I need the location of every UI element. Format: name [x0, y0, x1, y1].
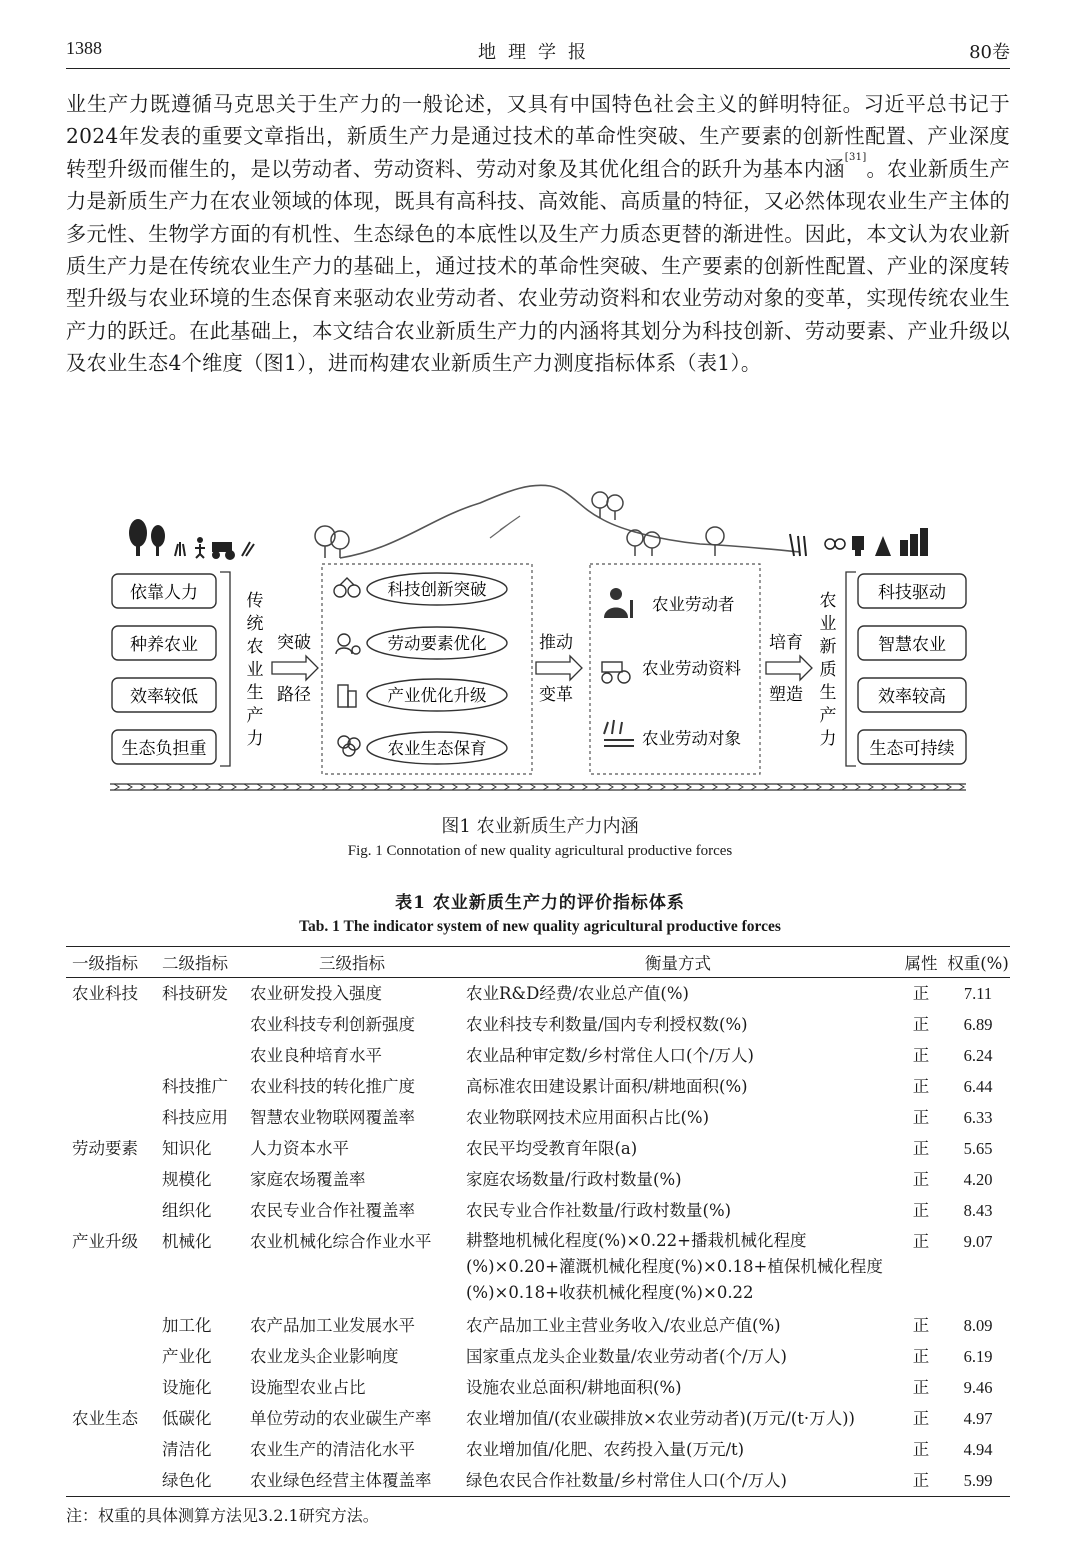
chevron-icon	[868, 784, 873, 790]
table-cell: 正	[912, 1409, 930, 1428]
table-cell: 6.19	[963, 1347, 993, 1366]
center-icons	[334, 578, 360, 756]
table-cell: 6.44	[963, 1077, 993, 1096]
table-cell: 农业生态	[72, 1409, 138, 1428]
bottom-chevrons	[114, 784, 964, 790]
chevron-icon	[933, 784, 938, 790]
table-cell: 绿色化	[162, 1471, 212, 1490]
table-row	[66, 1133, 1010, 1164]
center-item-text: 农业生态保育	[387, 739, 487, 758]
table-row	[66, 1071, 1010, 1102]
table-cell	[156, 1040, 244, 1071]
chevron-icon	[426, 784, 431, 790]
vertical-char: 业	[246, 660, 264, 680]
chevron-icon	[608, 784, 613, 790]
table-cell: 9.07	[963, 1232, 993, 1251]
figure-1	[100, 478, 980, 798]
vertical-char: 生	[819, 683, 837, 703]
table-row	[66, 1009, 1010, 1040]
chevron-icon	[803, 784, 808, 790]
volume-label: 80卷	[969, 42, 1010, 63]
table-cell: 正	[912, 1108, 930, 1127]
table-header-row	[66, 947, 1010, 978]
table-cell: 家庭农场覆盖率	[250, 1170, 366, 1189]
table-cell: 农产品加工业发展水平	[250, 1316, 415, 1335]
table-cell: 清洁化	[162, 1440, 212, 1459]
table-cell: 4.94	[963, 1440, 993, 1459]
chevron-icon	[881, 784, 886, 790]
chevron-icon	[296, 784, 301, 790]
chevron-icon	[699, 784, 704, 790]
modern-farm-icon	[790, 528, 928, 556]
chevron-icon	[335, 784, 340, 790]
table-cell: 加工化	[162, 1316, 212, 1335]
chevron-icon	[400, 784, 405, 790]
chevron-icon	[595, 784, 600, 790]
table-row	[66, 1434, 1010, 1465]
chevron-icon	[322, 784, 327, 790]
page-number: 1388	[66, 38, 102, 58]
chevron-icon	[153, 784, 158, 790]
chevron-icon	[192, 784, 197, 790]
vertical-char: 统	[246, 614, 264, 634]
middle-item-text: 农业劳动资料	[642, 659, 741, 678]
chevron-icon	[465, 784, 470, 790]
chevron-icon	[205, 784, 210, 790]
chevron-icon	[530, 784, 535, 790]
chevron-icon	[660, 784, 665, 790]
right-vertical-label	[820, 591, 837, 749]
table-cell: 科技推广	[162, 1077, 228, 1096]
table-row	[66, 1164, 1010, 1195]
table-cell: 5.99	[963, 1471, 993, 1490]
chevron-icon	[114, 784, 119, 790]
chevron-icon	[478, 784, 483, 790]
right-bracket	[846, 572, 856, 766]
center-item-text: 劳动要素优化	[387, 634, 487, 653]
left-box-text: 种养农业	[130, 635, 198, 655]
table-cell: 智慧农业物联网覆盖率	[250, 1108, 415, 1127]
left-box-text: 生态负担重	[121, 739, 207, 759]
table-cell	[156, 1009, 244, 1040]
body-text-part-2: 。农业新质生产力是新质生产力在农业领域的体现，既具有高科技、高效能、高质量的特征，又必然体现农业生产主体的多元性、生物学方面的有机性、生态绿色的本底性以及生产力质态更替的渐进性。因此，本文认为农业新质生产力是在传统农业生产力的基础上，通过技术的革命性突破、生产要素的创新性配置、产业的深度转型升级与农业环境的生态保育来驱动农业劳动者、农业劳动资料和农业劳动对象的变革，实现传统农业生产力的跃迁。在此基础上，本文结合农业新质生产力的内涵将其划分为科技创新、劳动要素、产业升级以及农业生态4个维度（图1），进而构建农业新质生产力测度指标体系（表1）。	[66, 156, 1010, 376]
table-cell: 4.20	[963, 1170, 993, 1189]
vertical-char: 新	[819, 637, 837, 657]
table-title-en: Tab. 1 The indicator system of new quality agricultural productive forces	[299, 918, 781, 935]
table-cell: 正	[912, 1347, 930, 1366]
chevron-icon	[829, 784, 834, 790]
chevron-icon	[244, 784, 249, 790]
chevron-icon	[946, 784, 951, 790]
chevron-icon	[920, 784, 925, 790]
chevron-icon	[166, 784, 171, 790]
table-cell: 规模化	[162, 1170, 212, 1189]
table-cell	[66, 1310, 156, 1341]
chevron-icon	[959, 784, 964, 790]
chevron-icon	[231, 784, 236, 790]
table-header-cell: 一级指标	[72, 954, 138, 973]
table-row	[66, 1226, 1010, 1310]
table-cell: 农业科技专利数量/国内专利授权数(%)	[466, 1015, 748, 1034]
table-cell: 低碳化	[162, 1409, 212, 1428]
arrow-icon	[766, 656, 812, 680]
table-cell	[66, 1040, 156, 1071]
table-cell	[66, 1102, 156, 1133]
table-cell: 农业机械化综合作业水平	[250, 1232, 432, 1251]
mountain-outline	[340, 485, 800, 558]
table-cell: 农业科技的转化推广度	[250, 1077, 415, 1096]
table-title-cn: 表1 农业新质生产力的评价指标体系	[395, 893, 685, 913]
chevron-icon	[894, 784, 899, 790]
chevron-icon	[582, 784, 587, 790]
chevron-icon	[374, 784, 379, 790]
chevron-icon	[816, 784, 821, 790]
chevron-icon	[725, 784, 730, 790]
table-row	[66, 1040, 1010, 1071]
table-cell: 农业良种培育水平	[250, 1046, 382, 1065]
table-cell: 8.09	[963, 1316, 993, 1335]
table-header-cell: 权重(%)	[947, 954, 1009, 973]
chevron-icon	[439, 784, 444, 790]
table-cell: 6.24	[963, 1046, 993, 1065]
table-body	[66, 978, 1010, 1497]
table-header-cell: 三级指标	[319, 954, 385, 973]
middle-items	[642, 595, 742, 748]
chevron-icon	[127, 784, 132, 790]
table-cell: 耕整地机械化程度(%)×0.22+播栽机械化程度(%)×0.20+灌溉机械化程度(%)×0.18+植保机械化程度(%)×0.18+收获机械化程度(%)×0.22	[466, 1231, 883, 1302]
table-cell: 农业品种审定数/乡村常住人口(个/万人)	[466, 1046, 754, 1065]
table-cell: 农业生产的清洁化水平	[250, 1440, 415, 1459]
table-cell: 单位劳动的农业碳生产率	[250, 1409, 432, 1428]
chevron-icon	[361, 784, 366, 790]
chevron-icon	[491, 784, 496, 790]
chevron-icon	[569, 784, 574, 790]
chevron-icon	[348, 784, 353, 790]
left-box-text: 效率较低	[130, 687, 198, 707]
table-cell: 9.46	[963, 1378, 993, 1397]
right-box-text: 生态可持续	[869, 739, 955, 759]
table-cell: 组织化	[162, 1201, 212, 1220]
table-cell	[66, 1009, 156, 1040]
chevron-icon	[855, 784, 860, 790]
table-cell: 高标准农田建设累计面积/耕地面积(%)	[466, 1077, 748, 1096]
left-bracket	[220, 572, 230, 766]
table-cell: 农业增加值/化肥、农药投入量(万元/t)	[466, 1440, 745, 1459]
table-cell: 农产品加工业主营业务收入/农业总产值(%)	[466, 1316, 781, 1335]
chevron-icon	[621, 784, 626, 790]
chevron-icon	[517, 784, 522, 790]
traditional-farm-icon	[129, 519, 254, 560]
table-row	[66, 1310, 1010, 1341]
chevron-icon	[543, 784, 548, 790]
vertical-char: 生	[246, 683, 264, 703]
table-row	[66, 1195, 1010, 1226]
table-cell	[66, 1164, 156, 1195]
cultivate-label-1: 培育	[769, 633, 803, 653]
vertical-char: 农	[819, 591, 837, 611]
table-cell: 农业绿色经营主体覆盖率	[250, 1471, 432, 1490]
table-cell: 知识化	[162, 1139, 212, 1158]
vertical-char: 力	[819, 729, 837, 749]
chevron-icon	[764, 784, 769, 790]
chevron-icon	[790, 784, 795, 790]
table-cell: 正	[912, 1201, 930, 1220]
table-cell: 农业龙头企业影响度	[250, 1347, 399, 1366]
table-cell: 8.43	[963, 1201, 993, 1220]
figure-caption-cn: 图1 农业新质生产力内涵	[441, 816, 639, 837]
table-cell: 农民专业合作社数量/行政村数量(%)	[466, 1201, 732, 1220]
chevron-icon	[140, 784, 145, 790]
table-cell: 农业R&D经费/农业总产值(%)	[466, 984, 689, 1003]
table-cell: 正	[912, 1232, 930, 1251]
table-cell: 5.65	[963, 1139, 993, 1158]
table-cell: 4.97	[963, 1409, 993, 1428]
chevron-icon	[504, 784, 509, 790]
table-cell: 机械化	[162, 1232, 212, 1251]
chevron-icon	[907, 784, 912, 790]
table-cell: 农民平均受教育年限(a)	[466, 1139, 638, 1158]
table-cell: 正	[912, 1471, 930, 1490]
chevron-icon	[413, 784, 418, 790]
chevron-icon	[751, 784, 756, 790]
table-cell: 科技应用	[162, 1108, 228, 1127]
table-cell	[66, 1341, 156, 1372]
middle-item-text: 农业劳动者	[652, 595, 735, 614]
table-cell: 农业科技专利创新强度	[250, 1015, 415, 1034]
table-cell	[66, 1071, 156, 1102]
table-header-cell: 属性	[904, 954, 938, 973]
chevron-icon	[647, 784, 652, 790]
table-cell: 农民专业合作社覆盖率	[250, 1201, 415, 1220]
table-cell: 产业化	[162, 1347, 212, 1366]
chevron-icon	[738, 784, 743, 790]
table-cell: 农业研发投入强度	[250, 984, 382, 1003]
arrow-icon	[272, 656, 318, 680]
table-cell: 农业科技	[72, 984, 138, 1003]
chevron-icon	[257, 784, 262, 790]
right-box-text: 效率较高	[878, 687, 946, 707]
tree-icon	[315, 526, 349, 558]
table-cell: 正	[912, 1139, 930, 1158]
table-cell: 正	[912, 1378, 930, 1397]
right-boxes	[858, 574, 966, 764]
table-cell: 正	[912, 1170, 930, 1189]
drive-label-2: 变革	[539, 685, 573, 705]
left-vertical-label	[247, 591, 264, 749]
chevron-icon	[634, 784, 639, 790]
table-row	[66, 1403, 1010, 1434]
center-item-text: 科技创新突破	[387, 580, 487, 599]
table-cell: 7.11	[963, 984, 993, 1003]
table-cell: 正	[912, 1077, 930, 1096]
journal-name: 地理学报	[478, 42, 598, 63]
table-cell	[66, 1195, 156, 1226]
table-cell: 正	[912, 1316, 930, 1335]
chevron-icon	[712, 784, 717, 790]
chevron-icon	[179, 784, 184, 790]
table-row	[66, 978, 1010, 1010]
table-cell: 农业物联网技术应用面积占比(%)	[466, 1108, 710, 1127]
table-cell: 科技研发	[162, 984, 228, 1003]
table-cell: 劳动要素	[72, 1139, 138, 1158]
vertical-char: 农	[246, 637, 264, 657]
page-header	[66, 36, 1010, 69]
table-row	[66, 1465, 1010, 1497]
table-cell: 设施农业总面积/耕地面积(%)	[466, 1378, 682, 1397]
table-cell: 正	[912, 1046, 930, 1065]
cultivate-label-2: 塑造	[769, 685, 803, 705]
vertical-char: 产	[246, 706, 264, 726]
chevron-icon	[556, 784, 561, 790]
table-cell	[66, 1434, 156, 1465]
table-header-cell: 衡量方式	[645, 954, 711, 973]
vertical-char: 传	[246, 591, 264, 611]
chevron-icon	[283, 784, 288, 790]
middle-icons	[602, 588, 634, 746]
right-box-text: 科技驱动	[878, 583, 946, 603]
table-note: 注：权重的具体测算方法见3.2.1研究方法。	[66, 1506, 379, 1525]
indicator-table	[66, 946, 1010, 1497]
table-cell: 国家重点龙头企业数量/农业劳动者(个/万人)	[466, 1347, 787, 1366]
path-label-1: 突破	[277, 633, 311, 653]
right-box-text: 智慧农业	[878, 635, 946, 655]
figure-caption-en: Fig. 1 Connotation of new quality agricultural productive forces	[347, 843, 733, 859]
path-label-2: 路径	[277, 685, 311, 705]
vertical-char: 产	[819, 706, 837, 726]
table-cell: 绿色农民合作社数量/乡村常住人口(个/万人)	[466, 1471, 787, 1490]
middle-item-text: 农业劳动对象	[642, 729, 741, 748]
chevron-icon	[270, 784, 275, 790]
table-cell: 6.33	[963, 1108, 993, 1127]
table-row	[66, 1341, 1010, 1372]
table-cell: 农业增加值/(农业碳排放×农业劳动者)(万元/(t·万人))	[466, 1409, 855, 1428]
table-cell: 人力资本水平	[250, 1139, 349, 1158]
arrow-icon	[536, 656, 582, 680]
chevron-icon	[842, 784, 847, 790]
vertical-char: 质	[819, 660, 837, 680]
center-items	[367, 573, 507, 764]
table-cell: 正	[912, 1440, 930, 1459]
chevron-icon	[686, 784, 691, 790]
chevron-icon	[309, 784, 314, 790]
chevron-icon	[218, 784, 223, 790]
vertical-char: 力	[246, 729, 264, 749]
table-cell: 设施型农业占比	[250, 1378, 366, 1397]
chevron-icon	[452, 784, 457, 790]
table-cell: 正	[912, 984, 930, 1003]
body-text	[66, 88, 1010, 380]
left-boxes	[112, 574, 216, 764]
table-row	[66, 1372, 1010, 1403]
table-cell: 产业升级	[72, 1232, 138, 1251]
left-box-text: 依靠人力	[130, 583, 198, 603]
body-text-part-1: 业生产力既遵循马克思关于生产力的一般论述，又具有中国特色社会主义的鲜明特征。习近平总书记于2024年发表的重要文章指出，新质生产力是通过技术的革命性突破、生产要素的创新性配置、产业深度转型升级而催生的，是以劳动者、劳动资料、劳动对象及其优化组合的跃升为基本内涵	[66, 92, 1010, 181]
chevron-icon	[777, 784, 782, 790]
table-cell: 家庭农场数量/行政村数量(%)	[466, 1170, 682, 1189]
vertical-char: 业	[819, 614, 837, 634]
chevron-icon	[673, 784, 678, 790]
table-header-cell: 二级指标	[162, 954, 228, 973]
body-paragraph	[66, 88, 1010, 380]
citation[interactable]: [31]	[844, 151, 867, 163]
chevron-icon	[387, 784, 392, 790]
table-cell: 正	[912, 1015, 930, 1034]
table-cell	[66, 1465, 156, 1497]
table-cell: 6.89	[963, 1015, 993, 1034]
table-cell	[66, 1372, 156, 1403]
mountain-ridge	[490, 516, 520, 538]
table-cell: 设施化	[162, 1378, 212, 1397]
drive-label-1: 推动	[539, 633, 573, 653]
table-row	[66, 1102, 1010, 1133]
center-item-text: 产业优化升级	[387, 686, 487, 705]
